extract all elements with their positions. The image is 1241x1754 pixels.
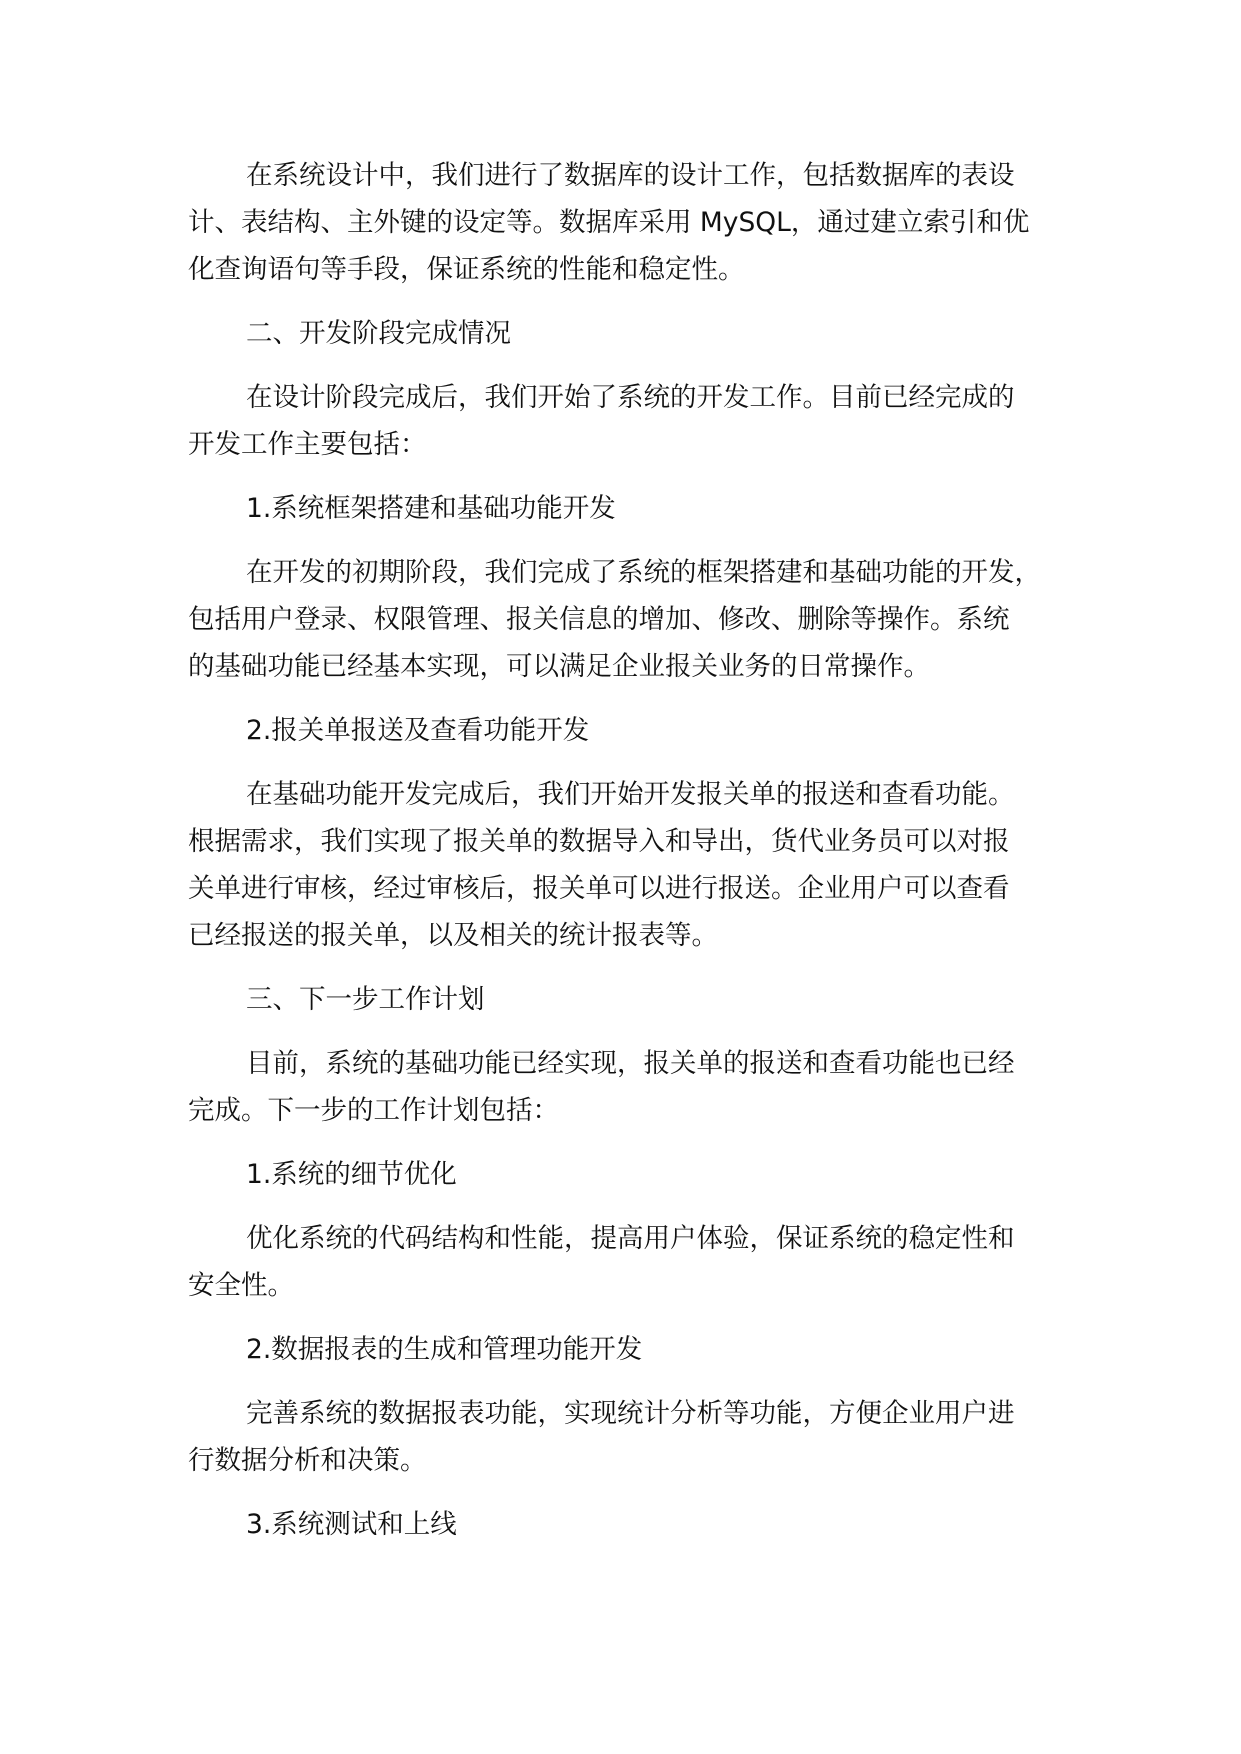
subheading-customs-declaration <box>188 707 1088 754</box>
subheading-reports <box>188 1326 1088 1373</box>
heading-line: 1.系统的细节优化 <box>246 1159 457 1190</box>
paragraph-reports <box>188 1390 1088 1484</box>
text-line: 完成。下一步的工作计划包括： <box>188 1095 559 1126</box>
heading-line: 3.系统测试和上线 <box>246 1509 457 1540</box>
heading-line: 2.数据报表的生成和管理功能开发 <box>246 1334 643 1365</box>
section-heading-next-steps <box>188 976 1088 1023</box>
paragraph-development-intro <box>188 374 1088 468</box>
text-line: 完善系统的数据报表功能，实现统计分析等功能，方便企业用户进 <box>246 1398 1015 1429</box>
text-line: 行数据分析和决策。 <box>188 1445 427 1476</box>
paragraph-optimization <box>188 1215 1088 1309</box>
paragraph-framework <box>188 549 1088 690</box>
text-line: 在系统设计中，我们进行了数据库的设计工作，包括数据库的表设 <box>246 160 1015 191</box>
paragraph-next-steps-intro <box>188 1040 1088 1134</box>
subheading-testing-launch <box>188 1501 1088 1548</box>
heading-line: 二、开发阶段完成情况 <box>246 318 511 349</box>
text-line: 安全性。 <box>188 1270 294 1301</box>
heading-line: 三、下一步工作计划 <box>246 984 485 1015</box>
text-line: 在设计阶段完成后，我们开始了系统的开发工作。目前已经完成的 <box>246 382 1015 413</box>
text-line: 的基础功能已经基本实现，可以满足企业报关业务的日常操作。 <box>188 651 930 682</box>
subheading-optimization <box>188 1151 1088 1198</box>
text-line: 优化系统的代码结构和性能，提高用户体验，保证系统的稳定性和 <box>246 1223 1015 1254</box>
text-line: 目前，系统的基础功能已经实现，报关单的报送和查看功能也已经 <box>246 1048 1015 1079</box>
heading-line: 1.系统框架搭建和基础功能开发 <box>246 493 616 524</box>
text-line: 包括用户登录、权限管理、报关信息的增加、修改、删除等操作。系统 <box>188 604 1010 635</box>
text-line: 根据需求，我们实现了报关单的数据导入和导出，货代业务员可以对报 <box>188 826 1010 857</box>
text-line: 在开发的初期阶段，我们完成了系统的框架搭建和基础功能的开发， <box>246 557 1041 588</box>
text-line: 开发工作主要包括： <box>188 429 427 460</box>
paragraph-customs-declaration <box>188 771 1088 959</box>
section-heading-development-progress <box>188 310 1088 357</box>
subheading-framework <box>188 485 1088 532</box>
text-line: 化查询语句等手段，保证系统的性能和稳定性。 <box>188 254 745 285</box>
heading-line: 2.报关单报送及查看功能开发 <box>246 715 590 746</box>
text-line: 已经报送的报关单，以及相关的统计报表等。 <box>188 920 718 951</box>
text-line: 计、表结构、主外键的设定等。数据库采用 MySQL，通过建立索引和优 <box>188 207 1030 238</box>
text-line: 在基础功能开发完成后，我们开始开发报关单的报送和查看功能。 <box>246 779 1015 810</box>
document-page <box>188 152 1088 1565</box>
text-line: 关单进行审核，经过审核后，报关单可以进行报送。企业用户可以查看 <box>188 873 1010 904</box>
paragraph-database-design <box>188 152 1088 293</box>
